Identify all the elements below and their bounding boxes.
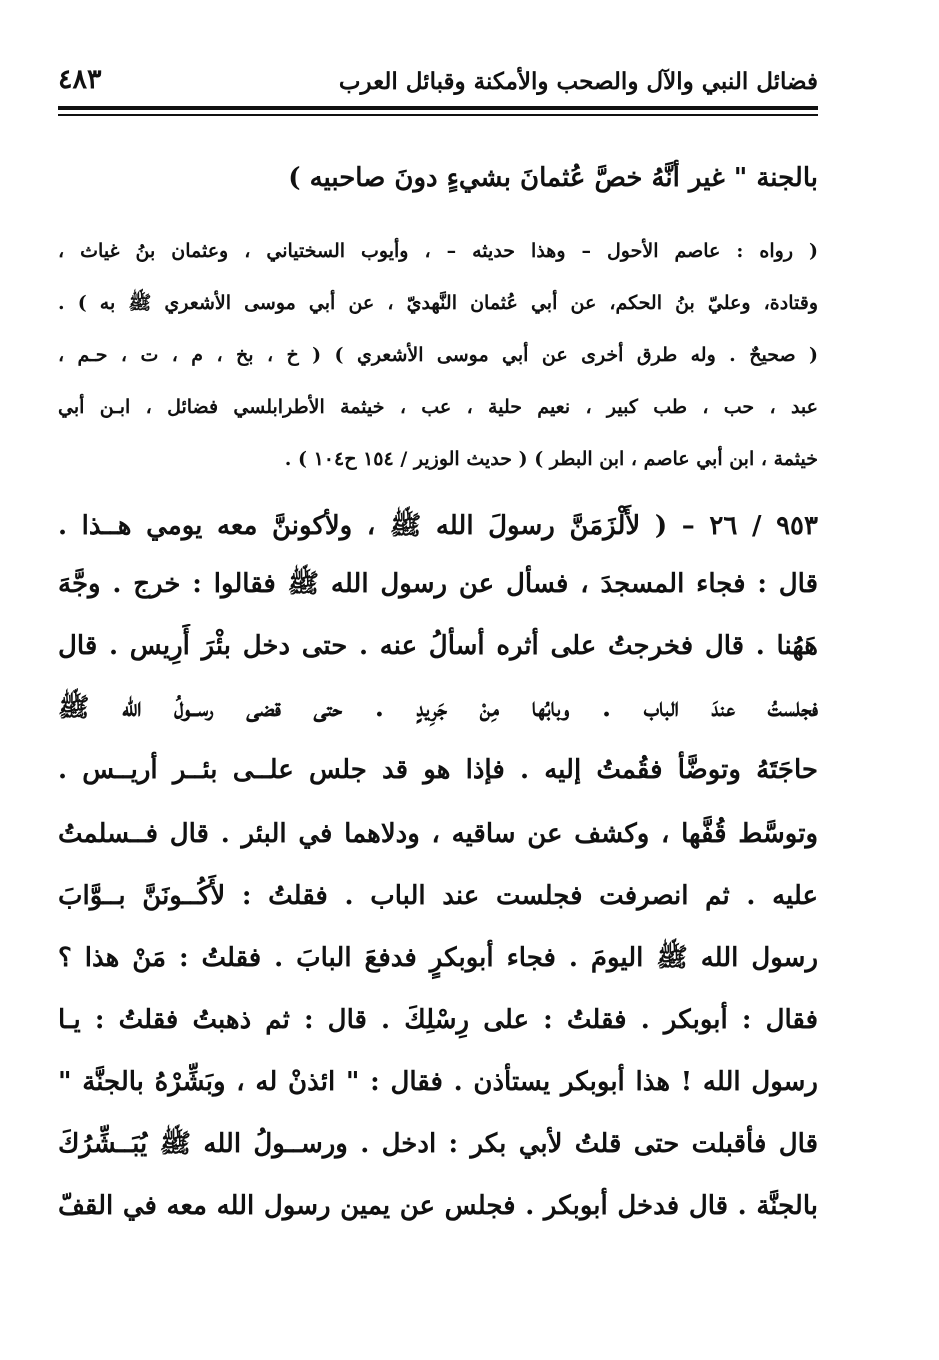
running-title: فضائل النبي والآل والصحب والأمكنة وقبائل العرب — [338, 68, 818, 95]
page-number: ٤٨٣ — [58, 64, 102, 95]
hadith-line: وتوسَّط قُفَّها ، وكشف عن ساقيه ، ودلاهما في البئر . قال فــسلمتُ — [58, 819, 818, 849]
hadith-line: رسول الله ! هذا أبوبكر يستأذن . فقال : " ائذنْ له ، وبَشِّرْهُ بالجنَّة " — [58, 1067, 818, 1097]
header-rule-thick — [58, 106, 818, 110]
hadith-line: فجلستُ عندَ الباب . وبابُها مِنْ جَرِيدٍ . حتى قضى رســولُ الله ﷺ — [58, 693, 818, 723]
page-header — [58, 62, 818, 102]
hadith-line: حاجَتَهُ وتوضَّأ فقُمتُ إليه . فإذا هو قد جلس علــى بئــر أريــس . — [58, 755, 818, 785]
hadith-line: فقال : أبوبكر . فقلتُ : على رِسْلِكَ . قال : ثم ذهبتُ فقلتُ : يـا — [58, 1005, 818, 1035]
opening-line: بالجنة " غير أنَّهُ خصَّ عُثمانَ بشيءٍ دونَ صاحبيه ) — [288, 163, 818, 193]
hadith-line: قال فأقبلت حتى قلتُ لأبي بكر : ادخل . ورســولُ الله ﷺ يُبَــشِّرُكَ — [58, 1129, 818, 1159]
header-rule-thin — [58, 114, 818, 116]
hadith-line: رسول الله ﷺ اليومَ . فجاء أبوبكرٍ فدفعَ البابَ . فقلتُ : مَنْ هذا ؟ — [58, 943, 818, 973]
hadith-line: بالجنَّة . قال فدخل أبوبكر . فجلس عن يمين رسول الله معه في القفّ — [58, 1191, 818, 1221]
takhrij-line: ( صحيحٌ . وله طرق أخرى عن أبي موسى الأشعري ) ( خ ، بخ ، م ، ت ، حـم ، — [58, 344, 818, 366]
hadith-line: ٩٥٣ / ٢٦ – ( لأَلْزَمَنَّ رسولَ الله ﷺ ، ولأكوننَّ معه يومي هــذا . — [58, 511, 818, 541]
hadith-line: عليه . ثم انصرفت فجلست عند الباب . فقلتُ : لأَكُــونَنَّ بــوَّابَ — [58, 881, 818, 911]
takhrij-line: وقتادة، وعليّ بنُ الحكم، عن أبي عُثمان النَّهديّ ، عن أبي موسى الأشعري ﷺ به ) . — [58, 292, 818, 314]
hadith-line: هَهُنا . قال فخرجتُ على أثره أسألُ عنه . حتى دخل بئْرَ أَرِيس . قال — [58, 631, 818, 661]
takhrij-line: عبد ، حب ، طب كبير ، نعيم حلية ، عب ، خيثمة الأطرابلسي فضائل ، ابـن أبي — [58, 396, 818, 418]
hadith-line: قال : فجاء المسجدَ ، فسأل عن رسول الله ﷺ فقالوا : خرج . وجَّهَ — [58, 569, 818, 599]
takhrij-line: خيثمة ، ابن أبي عاصم ، ابن البطر ) ( حديث الوزير / ١٥٤ ح١٠٤ ) . — [284, 448, 818, 470]
takhrij-line: ( رواه : عاصم الأحول – وهذا حديثه – ، وأيوب السختياني ، وعثمان بنُ غياث ، — [58, 240, 818, 262]
